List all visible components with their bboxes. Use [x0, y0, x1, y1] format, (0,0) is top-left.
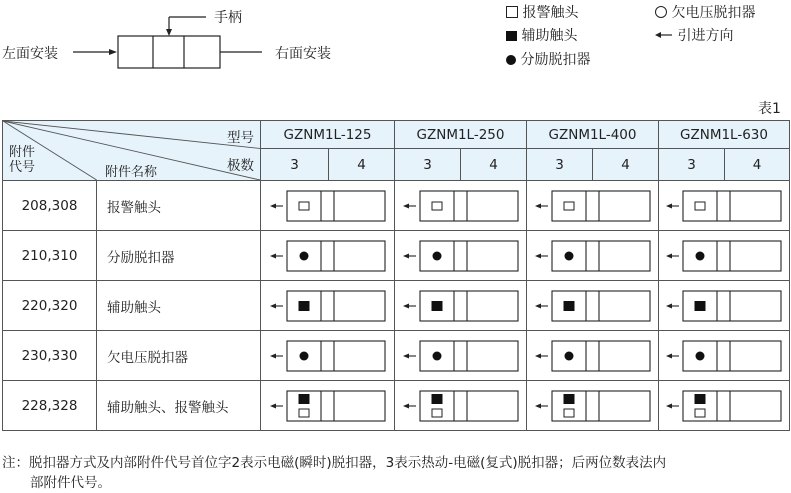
black-square-icon	[431, 394, 442, 404]
black-square-icon	[506, 31, 517, 41]
arrow-left-icon	[270, 303, 283, 308]
wiring-symbol-cell	[659, 231, 790, 281]
black-dot-icon	[696, 351, 705, 360]
breaker-schematic	[534, 389, 652, 423]
white-square-icon	[564, 202, 574, 210]
white-square-icon	[432, 409, 442, 417]
accessory-code: 210,310	[3, 231, 97, 281]
footnote-line-1: 注：脱扣器方式及内部附件代号首位字2表示电磁(瞬时)脱扣器，3表示热动-电磁(复式)脱扣器；后两位数表法内	[2, 455, 667, 471]
arrow-left-icon	[270, 253, 283, 258]
breaker-schematic	[269, 339, 387, 373]
white-square-icon	[299, 409, 309, 417]
black-dot-icon	[299, 351, 308, 360]
breaker-schematic	[402, 189, 520, 223]
poles-4: 4	[329, 149, 395, 181]
black-dot-icon	[432, 251, 441, 260]
black-square-icon	[563, 301, 574, 311]
footnote	[2, 453, 791, 493]
white-square-icon	[564, 409, 574, 417]
breaker-schematic	[665, 389, 783, 423]
model-header-630: GZNM1L-630	[659, 121, 790, 149]
arrow-left-icon	[535, 353, 548, 358]
wiring-symbol-cell	[261, 331, 395, 381]
legend-item-undervoltage: 欠电压脱扣器	[655, 2, 755, 22]
wiring-symbol-cell	[527, 281, 659, 331]
white-square-icon	[299, 202, 309, 210]
breaker-schematic	[402, 289, 520, 323]
accessory-code: 230,330	[3, 331, 97, 381]
model-header-250: GZNM1L-250	[395, 121, 527, 149]
legend-item-auxiliary: 辅助触头	[506, 25, 577, 45]
handle-label: 手柄	[214, 10, 242, 26]
white-square-icon	[506, 6, 518, 18]
wiring-symbol-cell	[659, 281, 790, 331]
model-header-400: GZNM1L-400	[527, 121, 659, 149]
breaker-schematic	[402, 339, 520, 373]
breaker-schematic	[534, 339, 652, 373]
accessory-name: 辅助触头、报警触头	[97, 381, 261, 431]
table-row	[3, 331, 790, 381]
legend	[500, 0, 791, 75]
poles-3: 3	[395, 149, 461, 181]
wiring-symbol-cell	[659, 331, 790, 381]
arrow-left-icon	[666, 403, 679, 408]
accessory-name: 辅助触头	[97, 281, 261, 331]
arrow-left-icon	[535, 303, 548, 308]
table-row	[3, 381, 790, 431]
arrow-left-icon	[666, 203, 679, 208]
wiring-symbol-cell	[261, 181, 395, 231]
accessory-name: 欠电压脱扣器	[97, 331, 261, 381]
table-body	[3, 181, 790, 431]
legend-item-shunt: 分励脱扣器	[506, 49, 590, 69]
wiring-symbol-cell	[395, 181, 527, 231]
table-row	[3, 281, 790, 331]
white-square-icon	[695, 409, 705, 417]
accessory-table	[2, 120, 790, 431]
poles-3: 3	[527, 149, 593, 181]
wiring-symbol-cell	[527, 331, 659, 381]
wiring-symbol-cell	[659, 181, 790, 231]
wiring-symbol-cell	[395, 281, 527, 331]
black-square-icon	[431, 301, 442, 311]
wiring-symbol-cell	[659, 381, 790, 431]
white-square-icon	[695, 202, 705, 210]
accessory-code: 220,320	[3, 281, 97, 331]
breaker-schematic	[665, 289, 783, 323]
black-square-icon	[298, 394, 309, 404]
installation-diagram	[0, 0, 380, 80]
arrow-left-icon	[666, 353, 679, 358]
arrow-left-icon	[535, 203, 548, 208]
arrow-left-icon	[535, 253, 548, 258]
arrow-left-icon	[270, 353, 283, 358]
breaker-schematic	[269, 239, 387, 273]
poles-3: 3	[659, 149, 725, 181]
wiring-symbol-cell	[395, 231, 527, 281]
wiring-symbol-cell	[395, 381, 527, 431]
breaker-schematic	[665, 339, 783, 373]
black-square-icon	[695, 301, 706, 311]
breaker-schematic	[665, 189, 783, 223]
wiring-symbol-cell	[527, 381, 659, 431]
footnote-line-2: 部附件代号。	[30, 475, 111, 491]
table-row	[3, 231, 790, 281]
arrow-left-icon	[270, 403, 283, 408]
black-dot-icon	[432, 351, 441, 360]
breaker-schematic	[665, 239, 783, 273]
header-corner	[3, 121, 261, 181]
accessory-code: 228,328	[3, 381, 97, 431]
arrow-left-icon	[655, 30, 673, 40]
accessory-name: 分励脱扣器	[97, 231, 261, 281]
right-install-label: 右面安装	[275, 46, 331, 62]
arrow-left-icon	[666, 303, 679, 308]
arrow-left-icon	[535, 403, 548, 408]
poles-4: 4	[725, 149, 790, 181]
breaker-schematic	[534, 189, 652, 223]
breaker-schematic	[402, 239, 520, 273]
arrow-left-icon	[403, 403, 416, 408]
black-dot-icon	[564, 251, 573, 260]
black-square-icon	[298, 301, 309, 311]
type-header: 型号	[227, 130, 254, 146]
wiring-symbol-cell	[261, 231, 395, 281]
poles-3: 3	[261, 149, 329, 181]
black-dot-icon	[506, 55, 516, 65]
wiring-symbol-cell	[261, 281, 395, 331]
black-square-icon	[695, 394, 706, 404]
breaker-schematic	[402, 389, 520, 423]
breaker-schematic	[534, 239, 652, 273]
legend-item-alarm: 报警触头	[506, 2, 578, 22]
breaker-schematic	[269, 289, 387, 323]
poles-4: 4	[461, 149, 527, 181]
code-header: 附件 代号	[9, 145, 36, 175]
table-label: 表1	[758, 101, 781, 117]
wiring-symbol-cell	[261, 381, 395, 431]
poles-4: 4	[593, 149, 659, 181]
arrow-left-icon	[270, 203, 283, 208]
accessory-name: 报警触头	[97, 181, 261, 231]
model-header-125: GZNM1L-125	[261, 121, 395, 149]
arrow-left-icon	[403, 353, 416, 358]
left-install-label: 左面安装	[2, 46, 58, 62]
legend-item-direction: 引进方向	[655, 25, 733, 45]
breaker-body	[118, 36, 220, 68]
black-dot-icon	[299, 251, 308, 260]
arrow-left-icon	[666, 253, 679, 258]
white-square-icon	[432, 202, 442, 210]
black-dot-icon	[696, 251, 705, 260]
table-row	[3, 181, 790, 231]
breaker-schematic	[269, 189, 387, 223]
accessory-code: 208,308	[3, 181, 97, 231]
arrow-left-icon	[403, 203, 416, 208]
name-header: 附件名称	[105, 165, 158, 180]
black-square-icon	[563, 394, 574, 404]
wiring-symbol-cell	[527, 231, 659, 281]
black-dot-icon	[564, 351, 573, 360]
arrow-left-icon	[403, 253, 416, 258]
hollow-circle-icon	[655, 6, 667, 18]
wiring-symbol-cell	[395, 331, 527, 381]
wiring-symbol-cell	[527, 181, 659, 231]
poles-header: 极数	[227, 158, 254, 174]
breaker-schematic	[534, 289, 652, 323]
breaker-schematic	[269, 389, 387, 423]
arrow-left-icon	[403, 303, 416, 308]
